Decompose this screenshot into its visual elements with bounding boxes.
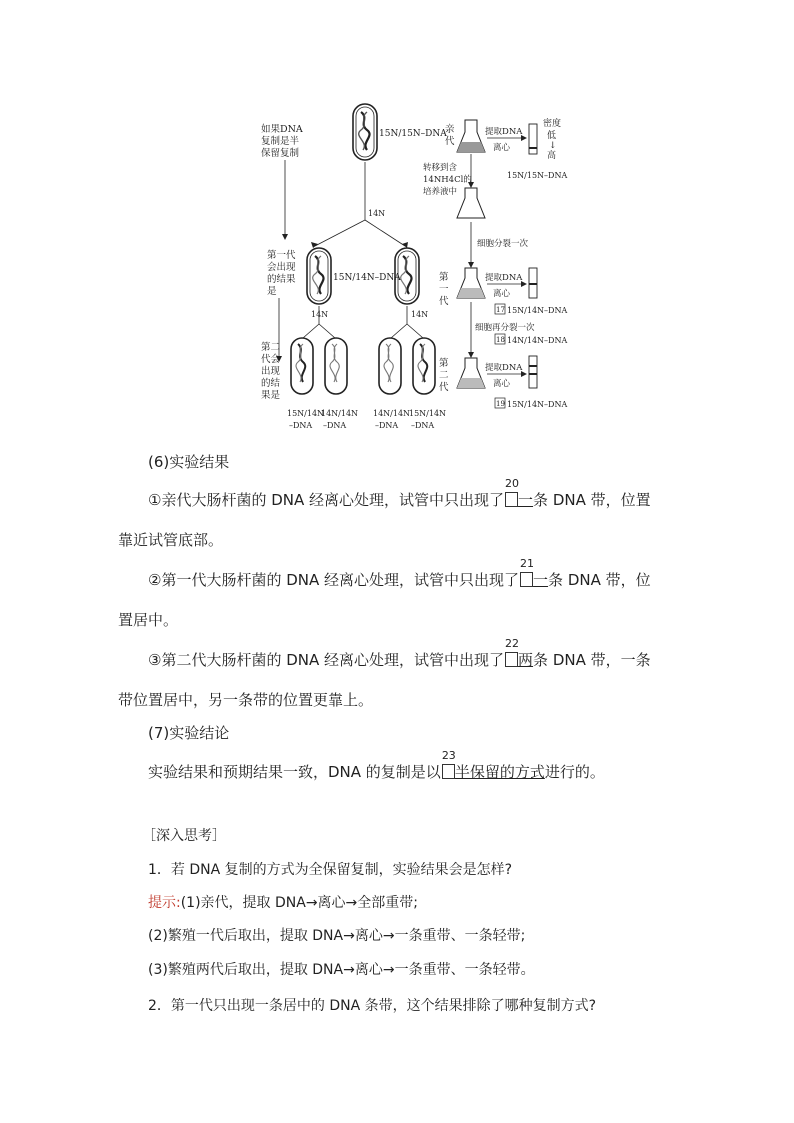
svg-text:第二: 第二 xyxy=(261,342,281,353)
answer-box-21: 21 xyxy=(520,572,533,587)
left-description-3 xyxy=(261,341,281,401)
svg-text:–DNA: –DNA xyxy=(411,421,435,430)
test-tube-icon xyxy=(529,124,537,154)
svg-text:密度: 密度 xyxy=(543,119,562,129)
svg-text:培养液中: 培养液中 xyxy=(423,187,458,197)
paragraph-1-cont: 靠近试管底部。 xyxy=(118,531,224,549)
svg-text:代会: 代会 xyxy=(261,354,281,365)
svg-text:第: 第 xyxy=(439,358,449,369)
centrifuge-label-1: 离心 xyxy=(493,143,511,153)
answer-1-line-1: 提示:(1)亲代，提取 DNA→离心→全部重带; xyxy=(148,895,419,911)
gen2-labels xyxy=(287,409,446,430)
result-17-num: 17 xyxy=(496,306,505,314)
svg-text:第: 第 xyxy=(439,272,449,283)
dna-helix-icon xyxy=(361,112,370,150)
second-gen-label xyxy=(439,357,449,393)
svg-text:代: 代 xyxy=(439,296,449,307)
svg-text:复制是半: 复制是半 xyxy=(261,136,300,147)
heading-6: (6)实验结果 xyxy=(148,453,230,471)
result-17-text: 15N/14N–DNA xyxy=(507,306,568,315)
divide-again-label: 细胞再分裂一次 xyxy=(475,323,535,333)
centrifuge-label-2: 离心 xyxy=(493,289,511,299)
mid-label: 15N/14N–DNA xyxy=(333,273,401,283)
extract-label-2: 提取DNA xyxy=(485,273,523,283)
centrifuge-label-3: 离心 xyxy=(493,379,511,389)
question-2: 2．第一代只出现一条居中的 DNA 条带，这个结果排除了哪种复制方式? xyxy=(148,998,597,1014)
answer-box-20: 20 xyxy=(505,492,518,507)
n14-right-label: 14N xyxy=(411,310,429,319)
dna-replication-diagram xyxy=(255,98,575,438)
svg-text:15N/14N: 15N/14N xyxy=(287,409,325,418)
svg-text:出现: 出现 xyxy=(261,366,281,377)
paragraph-4: 实验结果和预期结果一致，DNA 的复制是以 23 半保留的方式进行的。 xyxy=(148,749,605,781)
n14-left-label: 14N xyxy=(311,310,329,319)
hint-label: 提示: xyxy=(148,895,181,911)
extract-label-3: 提取DNA xyxy=(485,363,523,373)
svg-text:是: 是 xyxy=(267,286,277,297)
heading-7: (7)实验结论 xyxy=(148,724,230,742)
density-scale xyxy=(543,117,561,161)
deep-thinking-heading: ［深入思考］ xyxy=(142,828,226,844)
result-19-num: 19 xyxy=(496,400,505,408)
svg-text:代: 代 xyxy=(439,382,449,393)
gen2-cells xyxy=(291,338,435,394)
left-description-2 xyxy=(267,249,296,297)
svg-text:亲: 亲 xyxy=(445,124,455,135)
svg-text:14N/14N: 14N/14N xyxy=(321,409,359,418)
divide-once-label: 细胞分裂一次 xyxy=(477,239,529,249)
paragraph-2: ②第一代大肠杆菌的 DNA 经离心处理，试管中只出现了 21 一条 DNA 带，位 xyxy=(148,557,651,589)
svg-text:14N/14N: 14N/14N xyxy=(373,409,411,418)
svg-text:低: 低 xyxy=(547,131,557,141)
svg-text:的结: 的结 xyxy=(261,378,281,389)
svg-text:15N/14N: 15N/14N xyxy=(409,409,447,418)
svg-text:保留复制: 保留复制 xyxy=(261,148,300,159)
extract-label-1: 提取DNA xyxy=(485,127,523,137)
answer-1-line-3: (3)繁殖两代后取出，提取 DNA→离心→一条重带、一条轻带。 xyxy=(148,962,535,978)
answer-1-line-2: (2)繁殖一代后取出，提取 DNA→离心→一条重带、一条轻带; xyxy=(148,928,526,944)
result-19-text: 15N/14N–DNA xyxy=(507,400,568,409)
n14-top-label: 14N xyxy=(368,209,386,218)
svg-text:代: 代 xyxy=(445,136,455,147)
result-18-num: 18 xyxy=(496,336,505,344)
svg-text:14NH4Cl的: 14NH4Cl的 xyxy=(423,175,472,185)
svg-text:转移到含: 转移到含 xyxy=(423,163,458,173)
svg-text:二: 二 xyxy=(439,370,449,381)
paragraph-1: ①亲代大肠杆菌的 DNA 经离心处理，试管中只出现了 20 一条 DNA 带，位置 xyxy=(148,477,651,509)
answer-box-22: 22 xyxy=(505,652,518,667)
svg-text:如果DNA: 如果DNA xyxy=(261,124,303,135)
svg-text:会出现: 会出现 xyxy=(267,262,296,273)
top-result-label: 15N/15N–DNA xyxy=(507,171,568,180)
svg-text:高: 高 xyxy=(547,151,557,161)
question-1: 1．若 DNA 复制的方式为全保留复制，实验结果会是怎样? xyxy=(148,862,513,878)
svg-text:↓: ↓ xyxy=(549,141,557,151)
paragraph-3: ③第二代大肠杆菌的 DNA 经离心处理，试管中出现了 22 两条 DNA 带，一条 xyxy=(148,637,651,669)
paragraph-3-cont: 带位置居中，另一条带的位置更靠上。 xyxy=(118,691,374,709)
svg-text:果是: 果是 xyxy=(261,390,281,401)
svg-text:的结果: 的结果 xyxy=(267,274,296,285)
paragraph-2-cont: 置居中。 xyxy=(118,611,179,629)
svg-text:–DNA: –DNA xyxy=(289,421,313,430)
svg-text:第一代: 第一代 xyxy=(267,250,296,261)
result-18-text: 14N/14N–DNA xyxy=(507,336,568,345)
diagram-svg xyxy=(255,98,575,438)
tube-top-label: 15N/15N–DNA xyxy=(379,129,447,139)
svg-text:一: 一 xyxy=(439,284,449,295)
first-gen-label xyxy=(439,271,449,307)
svg-text:–DNA: –DNA xyxy=(323,421,347,430)
answer-box-23: 23 xyxy=(442,764,455,779)
left-description-1 xyxy=(261,123,303,159)
svg-text:–DNA: –DNA xyxy=(375,421,399,430)
